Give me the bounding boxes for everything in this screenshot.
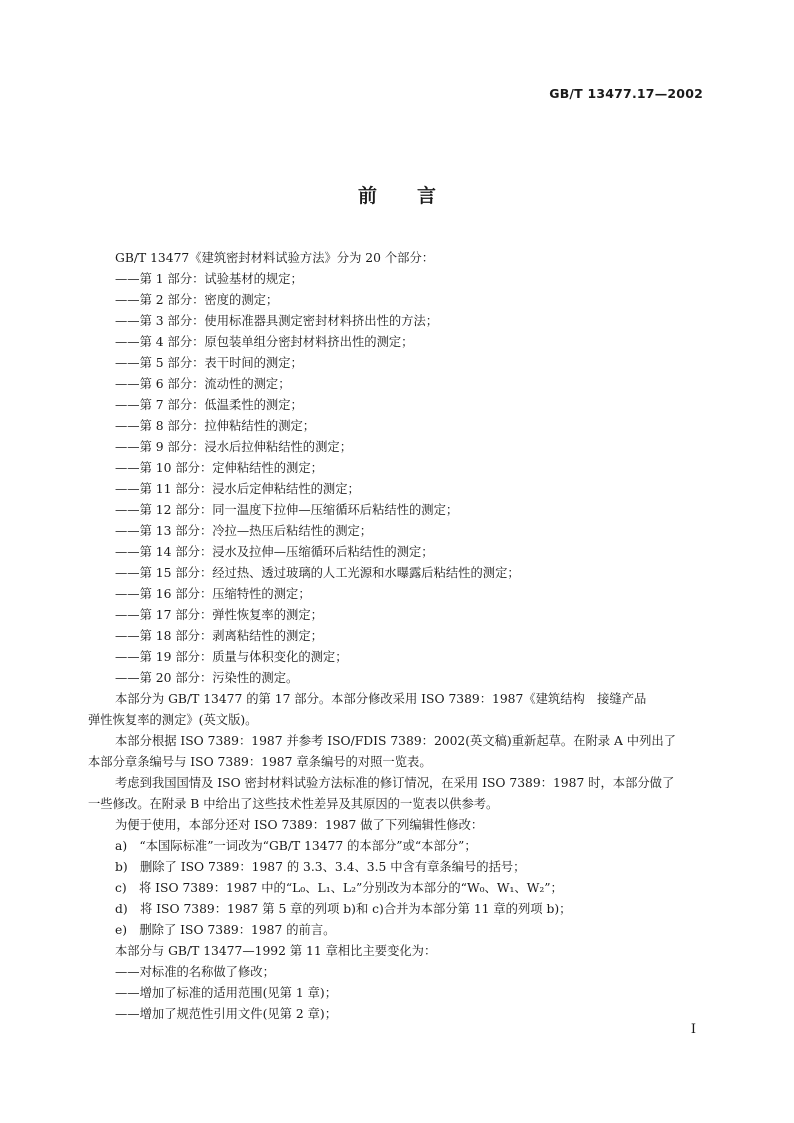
change-item: ——对标准的名称做了修改；: [115, 965, 275, 979]
part-item: ——第 8 部分：拉伸粘结性的测定；: [115, 419, 316, 433]
document-body: [88, 248, 708, 1025]
part-item: ——第 12 部分：同一温度下拉伸—压缩循环后粘结性的测定；: [115, 503, 459, 517]
part-item: ——第 6 部分：流动性的测定；: [115, 377, 291, 391]
standard-code: GB/T 13477.17—2002: [549, 86, 703, 101]
part-item: ——第 3 部分：使用标准器具测定密封材料挤出性的方法；: [115, 314, 439, 328]
page-number: I: [690, 1022, 696, 1037]
part-item: ——第 1 部分：试验基材的规定；: [115, 272, 303, 286]
change-item: ——增加了规范性引用文件(见第 2 章)；: [115, 1007, 337, 1021]
paragraph-editorial-intro: 为便于使用，本部分还对 ISO 7389：1987 做了下列编辑性修改：: [115, 818, 484, 832]
intro-text: GB/T 13477《建筑密封材料试验方法》分为 20 个部分：: [115, 251, 435, 265]
edit-item: a) “本国际标准”一词改为“GB/T 13477 的本部分”或“本部分”；: [115, 839, 477, 853]
part-item: ——第 7 部分：低温柔性的测定；: [115, 398, 303, 412]
part-item: ——第 20 部分：污染性的测定。: [115, 671, 299, 685]
paragraph-drafting-line1: 本部分根据 ISO 7389：1987 并参考 ISO/FDIS 7389：2002(英文稿)重新起草。在附录 A 中列出了: [115, 734, 676, 748]
part-item: ——第 19 部分：质量与体积变化的测定；: [115, 650, 348, 664]
part-item: ——第 17 部分：弹性恢复率的测定；: [115, 608, 323, 622]
part-item: ——第 18 部分：剥离粘结性的测定；: [115, 629, 323, 643]
edit-item: d) 将 ISO 7389：1987 第 5 章的列项 b)和 c)合并为本部分第 11 章的列项 b)；: [115, 902, 572, 916]
part-item: ——第 2 部分：密度的测定；: [115, 293, 279, 307]
page-title: 前言: [357, 185, 476, 207]
part-item: ——第 4 部分：原包装单组分密封材料挤出性的测定；: [115, 335, 414, 349]
paragraph-adoption-line2: 弹性恢复率的测定》(英文版)。: [88, 713, 258, 727]
paragraph-modifications-line1: 考虑到我国国情及 ISO 密封材料试验方法标准的修订情况，在采用 ISO 7389：1987 时，本部分做了: [115, 776, 675, 790]
part-item: ——第 11 部分：浸水后定伸粘结性的测定；: [115, 482, 360, 496]
paragraph-drafting-line2: 本部分章条编号与 ISO 7389：1987 章条编号的对照一览表。: [88, 755, 432, 769]
changes-intro: 本部分与 GB/T 13477—1992 第 11 章相比主要变化为：: [115, 944, 437, 958]
paragraph-adoption-line1: 本部分为 GB/T 13477 的第 17 部分。本部分修改采用 ISO 7389：1987《建筑结构 接缝产品: [115, 692, 647, 706]
edit-item: c) 将 ISO 7389：1987 中的“L₀、L₁、L₂”分别改为本部分的“W₀、W₁、W₂”；: [115, 881, 563, 895]
change-item: ——增加了标准的适用范围(见第 1 章)；: [115, 986, 337, 1000]
part-item: ——第 10 部分：定伸粘结性的测定；: [115, 461, 323, 475]
part-item: ——第 14 部分：浸水及拉伸—压缩循环后粘结性的测定；: [115, 545, 434, 559]
paragraph-modifications-line2: 一些修改。在附录 B 中给出了这些技术性差异及其原因的一览表以供参考。: [88, 797, 499, 811]
part-item: ——第 5 部分：表干时间的测定；: [115, 356, 303, 370]
part-item: ——第 13 部分：冷拉—热压后粘结性的测定；: [115, 524, 373, 538]
part-item: ——第 15 部分：经过热、透过玻璃的人工光源和水曝露后粘结性的测定；: [115, 566, 520, 580]
edit-item: b) 删除了 ISO 7389：1987 的 3.3、3.4、3.5 中含有章条编号的括号；: [115, 860, 526, 874]
part-item: ——第 16 部分：压缩特性的测定；: [115, 587, 311, 601]
part-item: ——第 9 部分：浸水后拉伸粘结性的测定；: [115, 440, 352, 454]
edit-item: e) 删除了 ISO 7389：1987 的前言。: [115, 923, 336, 937]
